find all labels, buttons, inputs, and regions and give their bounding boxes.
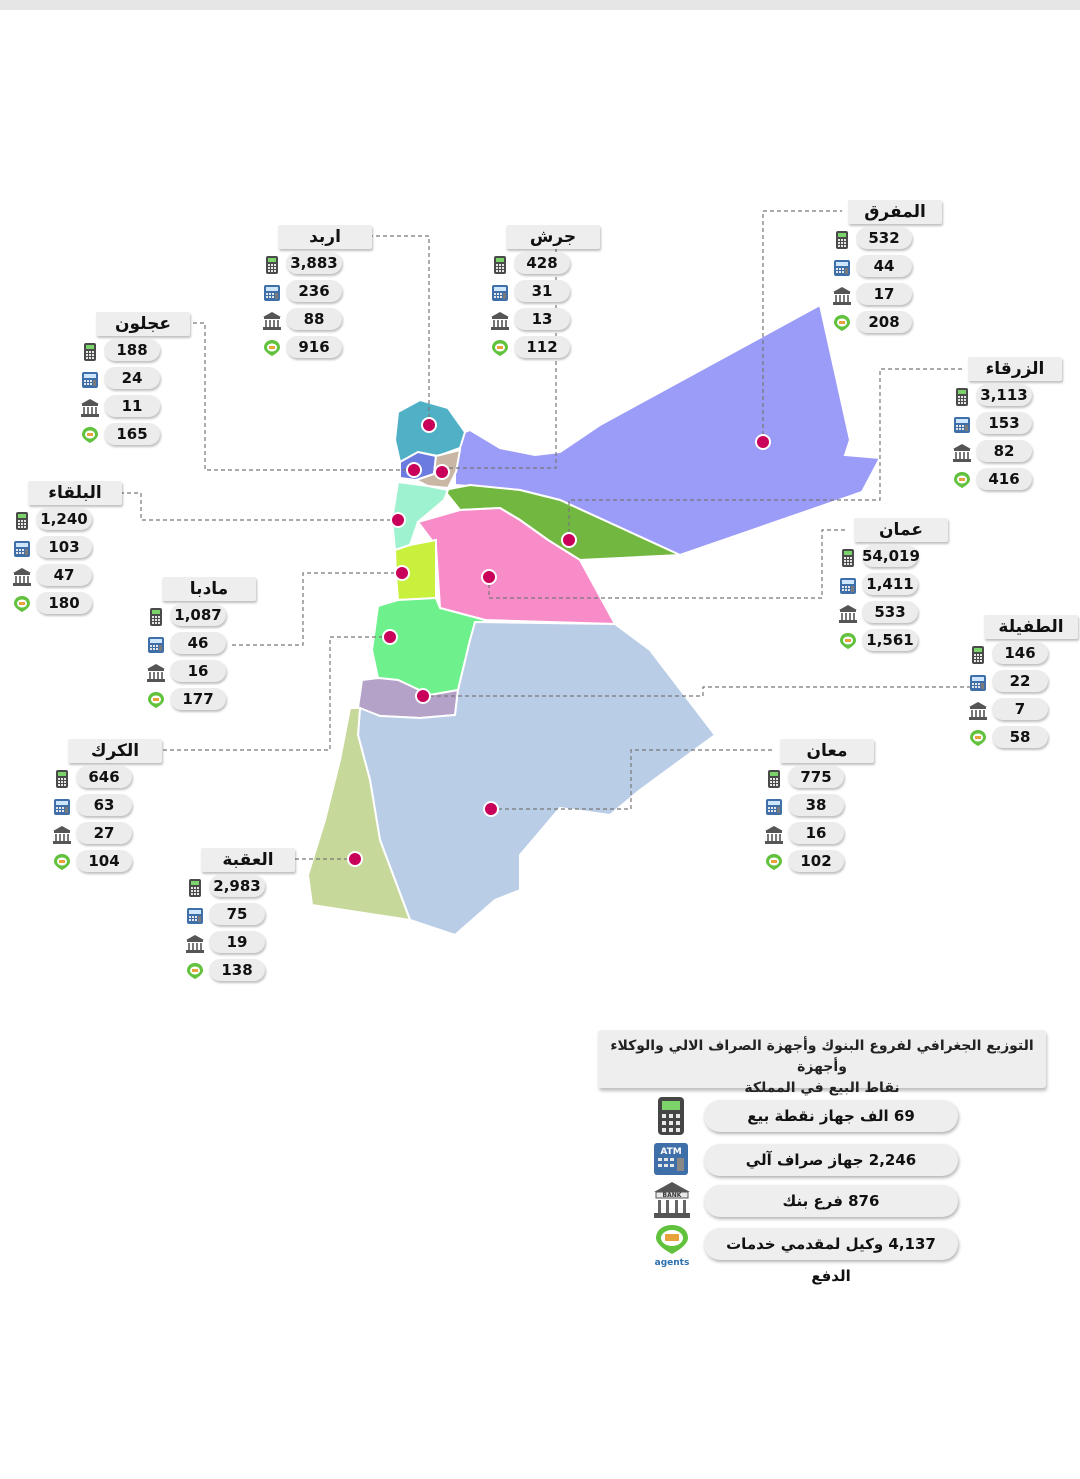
atm-count: 103: [36, 536, 92, 558]
bank-icon: [146, 663, 166, 683]
atm-icon-label: ATM: [660, 1147, 682, 1157]
bank-count: 17: [856, 283, 912, 305]
card-balqa: [12, 481, 132, 617]
pos-count: 2,983: [209, 875, 265, 897]
atm-count: 75: [209, 903, 265, 925]
bank-icon: [80, 398, 100, 418]
pos-terminal-icon: [764, 769, 784, 789]
pos-total: 69 الف جهاز نقطة بيع: [704, 1100, 958, 1132]
agents-pin-icon: [650, 1224, 694, 1268]
agents-count: 416: [976, 468, 1032, 490]
pos-terminal-icon: [968, 645, 988, 665]
bank-icon: [650, 1181, 694, 1221]
pos-terminal-icon: [80, 342, 100, 362]
atm-total: 2,246 جهاز صراف آلي: [704, 1144, 958, 1176]
governorate-name: مادبا: [162, 577, 256, 601]
marker-jerash[interactable]: [435, 465, 449, 479]
card-tafilah: [968, 615, 1080, 751]
agents-count: 165: [104, 423, 160, 445]
card-ajloun: [80, 312, 200, 448]
bank-count: 16: [170, 660, 226, 682]
bank-count: 88: [286, 308, 342, 330]
pos-count: 428: [514, 252, 570, 274]
agents-pin-icon: [12, 595, 32, 615]
agents-count: 138: [209, 959, 265, 981]
atm-count: 38: [788, 794, 844, 816]
governorate-name: عجلون: [96, 312, 190, 336]
marker-karak[interactable]: [383, 630, 397, 644]
atm-count: 46: [170, 632, 226, 654]
card-zarqa: [952, 357, 1072, 493]
agents-pin-icon: [764, 853, 784, 873]
governorate-name: المفرق: [848, 200, 942, 224]
bank-count: 11: [104, 395, 160, 417]
atm-icon: [12, 539, 32, 559]
bank-icon: [832, 286, 852, 306]
bank-count: 19: [209, 931, 265, 953]
pos-count: 146: [992, 642, 1048, 664]
atm-icon: [832, 258, 852, 278]
agents-pin-icon: [490, 339, 510, 359]
marker-zarqa[interactable]: [562, 533, 576, 547]
pos-terminal-icon: [12, 511, 32, 531]
bank-icon: [12, 567, 32, 587]
atm-icon: [764, 797, 784, 817]
pos-terminal-icon: [52, 769, 72, 789]
atm-count: 1,411: [862, 573, 918, 595]
governorate-name: معان: [780, 739, 874, 763]
agents-count: 177: [170, 688, 226, 710]
pos-count: 775: [788, 766, 844, 788]
legend-atm: [650, 1140, 960, 1180]
bank-count: 533: [862, 601, 918, 623]
bank-icon: [52, 825, 72, 845]
atm-icon: [185, 906, 205, 926]
atm-count: 63: [76, 794, 132, 816]
card-madaba: [146, 577, 266, 713]
governorate-name: جرش: [506, 225, 600, 249]
atm-count: 22: [992, 670, 1048, 692]
legend-pos: [650, 1096, 960, 1136]
agents-count: 104: [76, 850, 132, 872]
atm-count: 24: [104, 367, 160, 389]
atm-count: 153: [976, 412, 1032, 434]
marker-ajloun[interactable]: [407, 463, 421, 477]
agents-pin-icon: [52, 853, 72, 873]
card-karak: [52, 739, 172, 875]
pos-terminal-icon: [262, 255, 282, 275]
agents-count: 58: [992, 726, 1048, 748]
marker-irbid[interactable]: [422, 418, 436, 432]
marker-tafilah[interactable]: [416, 689, 430, 703]
atm-icon: [52, 797, 72, 817]
card-maan: [764, 739, 884, 875]
governorate-name: العقبة: [201, 848, 295, 872]
agents-pin-icon: [968, 729, 988, 749]
atm-icon: [968, 673, 988, 693]
marker-mafraq[interactable]: [756, 435, 770, 449]
pos-terminal-icon: [185, 878, 205, 898]
governorate-name: الزرقاء: [968, 357, 1062, 381]
bank-count: 16: [788, 822, 844, 844]
legend-agents: [650, 1224, 960, 1285]
atm-icon: [262, 283, 282, 303]
marker-aqaba[interactable]: [348, 852, 362, 866]
legend-bank: [650, 1181, 960, 1221]
agents-count: 208: [856, 311, 912, 333]
bank-count: 82: [976, 440, 1032, 462]
marker-maan[interactable]: [484, 802, 498, 816]
pos-terminal-icon: [650, 1096, 694, 1136]
agents-pin-icon: [146, 691, 166, 711]
governorate-name: الطفيلة: [984, 615, 1078, 639]
governorate-name: البلقاء: [28, 481, 122, 505]
pos-count: 3,113: [976, 384, 1032, 406]
bank-icon: [262, 311, 282, 331]
bank-icon: [838, 604, 858, 624]
bank-icon: [185, 934, 205, 954]
card-mafraq: [832, 200, 952, 336]
atm-icon: [952, 415, 972, 435]
pos-count: 1,087: [170, 604, 226, 626]
pos-count: 1,240: [36, 508, 92, 530]
pos-count: 188: [104, 339, 160, 361]
legend-title-line2: نقاط البيع في المملكة: [744, 1080, 900, 1096]
agents-pin-icon: [838, 632, 858, 652]
agents-pin-icon: [832, 314, 852, 334]
bank-icon: [968, 701, 988, 721]
agents-pin-icon: [952, 471, 972, 491]
governorate-name: عمان: [854, 518, 948, 542]
agents-total: 4,137 وكيل لمقدمي خدمات الدفع: [704, 1228, 958, 1260]
card-jerash: [490, 225, 610, 361]
pos-count: 54,019: [862, 547, 920, 565]
bank-icon: [490, 311, 510, 331]
bank-icon-label: BANK: [662, 1192, 682, 1199]
pos-terminal-icon: [952, 387, 972, 407]
bank-count: 13: [514, 308, 570, 330]
agents-icon-label: agents: [654, 1258, 690, 1268]
pos-count: 646: [76, 766, 132, 788]
legend-title-line1: التوزيع الجغرافي لفروع البنوك وأجهزة الصراف الالي والوكلاء وأجهزة: [610, 1038, 1034, 1075]
pos-count: 532: [856, 227, 912, 249]
pos-count: 3,883: [286, 252, 342, 274]
agents-count: 916: [286, 336, 342, 358]
card-irbid: [262, 225, 382, 361]
governorate-name: اربد: [278, 225, 372, 249]
bank-total: 876 فرع بنك: [704, 1185, 958, 1217]
pos-terminal-icon: [838, 548, 858, 568]
agents-count: 1,561: [862, 629, 918, 651]
bank-count: 27: [76, 822, 132, 844]
pos-terminal-icon: [146, 607, 166, 627]
card-aqaba: [185, 848, 305, 984]
atm-count: 236: [286, 280, 342, 302]
agents-count: 112: [514, 336, 570, 358]
marker-madaba[interactable]: [395, 566, 409, 580]
agents-count: 180: [36, 592, 92, 614]
atm-icon: [650, 1140, 694, 1180]
marker-balqa[interactable]: [391, 513, 405, 527]
pos-terminal-icon: [832, 230, 852, 250]
agents-pin-icon: [80, 426, 100, 446]
bank-icon: [764, 825, 784, 845]
marker-amman[interactable]: [482, 570, 496, 584]
bank-count: 47: [36, 564, 92, 586]
agents-pin-icon: [262, 339, 282, 359]
atm-count: 31: [514, 280, 570, 302]
atm-count: 44: [856, 255, 912, 277]
bank-count: 7: [992, 698, 1048, 720]
pos-terminal-icon: [490, 255, 510, 275]
governorate-name: الكرك: [68, 739, 162, 763]
atm-icon: [80, 370, 100, 390]
atm-icon: [838, 576, 858, 596]
atm-icon: [146, 635, 166, 655]
agents-count: 102: [788, 850, 844, 872]
bank-icon: [952, 443, 972, 463]
legend-title: [598, 1030, 1046, 1096]
agents-pin-icon: [185, 962, 205, 982]
card-amman: [838, 518, 958, 654]
atm-icon: [490, 283, 510, 303]
